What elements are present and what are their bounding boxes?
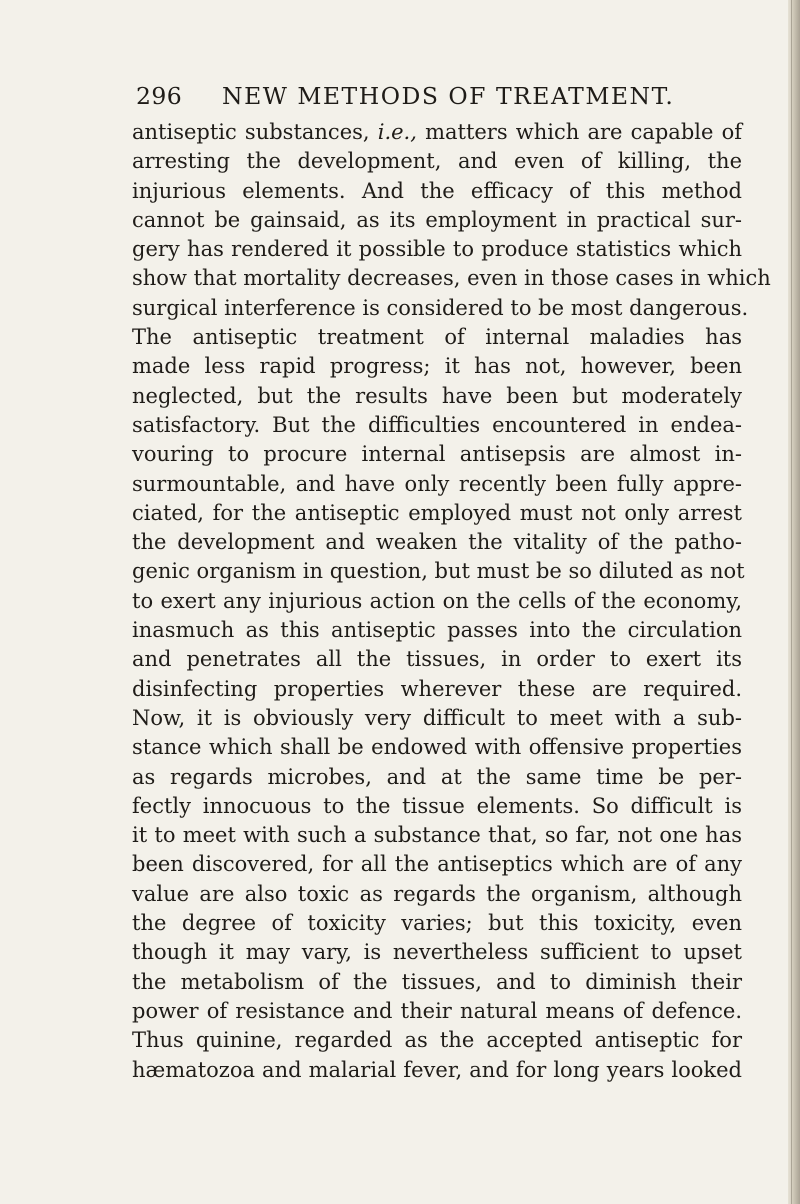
text-line: and penetrates all the tissues, in order to exert its: [132, 647, 742, 672]
text-line: as regards microbes, and at the same time be per-: [132, 764, 742, 789]
text-line: stance which shall be endowed with offensive properties: [132, 735, 742, 760]
page-edge-shadow: [788, 0, 800, 1204]
text-line: to exert any injurious action on the cells of the economy,: [132, 588, 742, 613]
text-line: ciated, for the antiseptic employed must not only arrest: [132, 500, 742, 525]
text-line: satisfactory. But the difficulties encountered in endea-: [132, 412, 742, 437]
text-line: it to meet with such a substance that, so far, not one has: [132, 823, 742, 848]
text-line: arresting the development, and even of killing, the: [132, 149, 742, 174]
text-line: Thus quinine, regarded as the accepted antiseptic for: [132, 1028, 742, 1053]
text-line: inasmuch as this antiseptic passes into the circulation: [132, 618, 742, 643]
text-line: neglected, but the results have been but moderately: [132, 383, 742, 408]
text-line: the metabolism of the tissues, and to diminish their: [132, 969, 742, 994]
text-line: surmountable, and have only recently been fully appre-: [132, 471, 742, 496]
text-line: value are also toxic as regards the organism, although: [132, 881, 742, 906]
text-line: antiseptic substances, i.e., matters which are capable of: [132, 120, 742, 144]
text-line: show that mortality decreases, even in those cases in which: [132, 266, 771, 291]
text-line: genic organism in question, but must be so diluted as not: [132, 559, 745, 584]
text-line: the degree of toxicity varies; but this toxicity, even: [132, 911, 742, 936]
text-line: surgical interference is considered to be most dangerous.: [132, 295, 749, 320]
text-line: gery has rendered it possible to produce statistics which: [132, 237, 742, 262]
text-line: The antiseptic treatment of internal maladies has: [132, 325, 742, 350]
text-line: vouring to procure internal antisepsis are almost in-: [132, 442, 742, 467]
text-line: though it may vary, is nevertheless sufficient to upset: [132, 940, 742, 965]
text-line: disinfecting properties wherever these are required.: [132, 676, 742, 701]
book-page: [132, 82, 771, 1085]
text-line: Now, it is obviously very difficult to meet with a sub-: [132, 705, 742, 730]
page-number: 296: [136, 82, 183, 110]
text-line: been discovered, for all the antiseptics which are of any: [132, 852, 742, 877]
text-line: hæmatozoa and malarial fever, and for long years looked: [132, 1057, 742, 1082]
body-text: [132, 118, 771, 1085]
text-line: fectly innocuous to the tissue elements. So difficult is: [132, 793, 742, 818]
text-line: the development and weaken the vitality of the patho-: [132, 530, 742, 555]
text-line: made less rapid progress; it has not, however, been: [132, 354, 742, 379]
text-line: cannot be gainsaid, as its employment in practical sur-: [132, 207, 742, 232]
text-line: power of resistance and their natural means of defence.: [132, 998, 742, 1023]
italic-abbreviation: i.e.,: [377, 120, 417, 144]
running-title: NEW METHODS OF TREATMENT.: [222, 82, 675, 110]
running-head: [132, 82, 742, 118]
text-line: injurious elements. And the efficacy of this method: [132, 178, 742, 203]
